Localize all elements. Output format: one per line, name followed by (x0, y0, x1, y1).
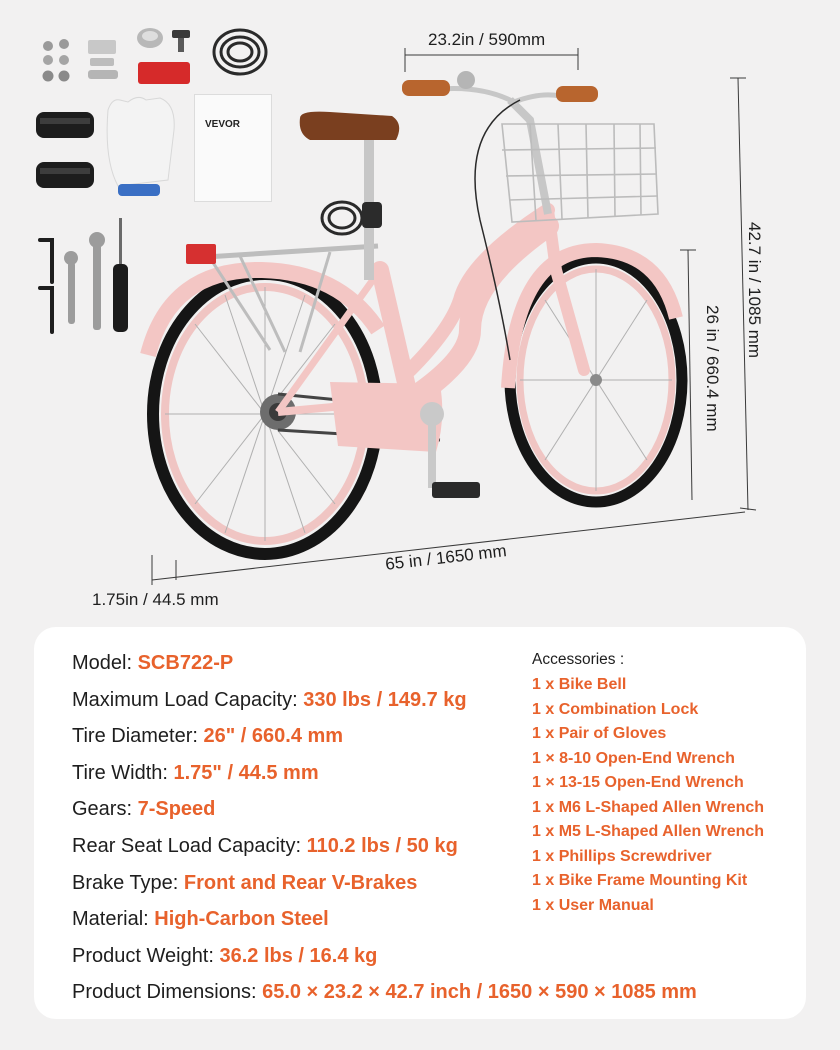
screwdriver-icon (113, 218, 128, 332)
accessory-item: 1 x Combination Lock (532, 700, 699, 718)
length-label: 65 in / 1650 mm (384, 541, 508, 574)
accessory-item: 1 x Bike Frame Mounting Kit (532, 872, 748, 889)
accessory-item: 1 x Bike Bell (532, 676, 627, 693)
specifications-card (34, 627, 806, 1019)
accessory-item: 1 × 13-15 Open-End Wrench (532, 774, 744, 791)
open-end-wrench-icon (64, 232, 105, 330)
spec-tire-diameter: Tire Diameter: 26" / 660.4 mm (72, 725, 344, 748)
spec-tire-width: Tire Width: 1.75" / 44.5 mm (72, 761, 319, 784)
spec-max-load: Maximum Load Capacity: 330 lbs / 149.7 kg (72, 688, 467, 711)
accessories-list (532, 647, 764, 918)
spec-gears: Gears: 7-Speed (72, 798, 216, 821)
spec-brake-type: Brake Type: Front and Rear V-Brakes (72, 871, 418, 894)
spec-material: Material: High-Carbon Steel (72, 908, 329, 931)
accessories-title: Accessories : (532, 651, 625, 668)
allen-wrench-icon (40, 240, 52, 332)
handlebar-width-label: 23.2in / 590mm (428, 30, 546, 49)
accessory-item: 1 x Phillips Screwdriver (532, 847, 712, 865)
accessory-item: 1 x User Manual (532, 896, 654, 914)
tire-width-label: 1.75in / 44.5 mm (92, 590, 219, 609)
bike-bell-icon (137, 28, 190, 52)
accessory-item: 1 x M5 L-Shaped Allen Wrench (532, 823, 765, 840)
spec-product-dimensions: Product Dimensions: 65.0 × 23.2 × 42.7 inch / 1650 × 590 × 1085 mm (72, 981, 697, 1004)
pedals-icon (36, 112, 94, 188)
spec-model: Model: SCB722-P (72, 652, 234, 674)
gloves-icon (107, 97, 174, 196)
accessory-item: 1 x M6 L-Shaped Allen Wrench (532, 798, 765, 816)
spec-rear-seat-load: Rear Seat Load Capacity: 110.2 lbs / 50 kg (72, 834, 458, 857)
accessory-item: 1 x Pair of Gloves (532, 725, 667, 742)
user-manual-image (194, 94, 272, 202)
tire-height-label: 26 in / 660.4 mm (703, 305, 722, 432)
accessory-item: 1 × 8-10 Open-End Wrench (532, 749, 735, 767)
spec-product-weight: Product Weight: 36.2 lbs / 16.4 kg (72, 944, 378, 967)
reflector-icon (138, 62, 190, 84)
total-height-label: 42.7 in / 1085 mm (745, 222, 764, 359)
bolts-icon (43, 39, 119, 82)
combination-lock-icon (214, 30, 266, 74)
manual-brand: VEVOR (205, 119, 241, 130)
